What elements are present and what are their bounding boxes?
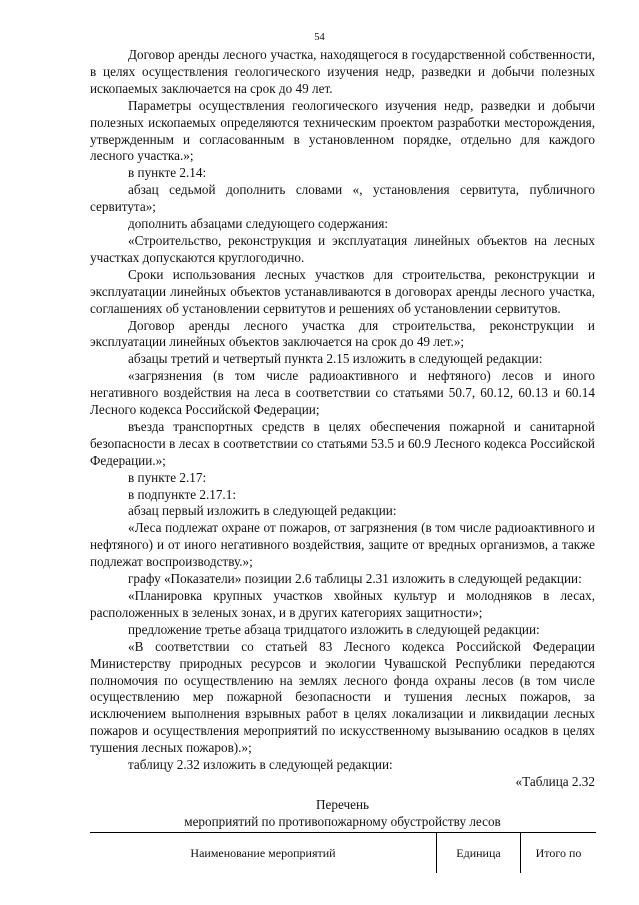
paragraph: «В соответствии со статьей 83 Лесного кодекса Российской Федерации Министерству природных ресурсов и экологии Чувашской Республики передаются полномочия по осуществлению на землях лесного фонда охраны лесов (в том числе осуществлению мер пожарной безопасности и тушения лесных пожаров, за исключением выполнения взрывных работ в целях локализации и ликвидации лесных пожаров и осуществления мероприятий по искусственному вызыванию осадков в целях тушения лесных пожаров).»;: [90, 638, 595, 756]
paragraph: Договор аренды лесного участка для строительства, реконструкции и эксплуатации линейных объектов заключается на срок до 49 лет.»;: [90, 317, 595, 350]
document-body: [90, 47, 595, 831]
header-measure-name: Наименование мероприятий: [190, 845, 336, 860]
paragraph: в пункте 2.14:: [128, 165, 207, 181]
header-total: Итого по: [520, 833, 596, 873]
paragraph: Договор аренды лесного участка, находящегося в государственной собственности, в целях осуществления геологического изучения недр, разведки и добычи полезных ископаемых заключается на срок до 49 лет.: [90, 47, 595, 96]
table-subtitle: мероприятий по противопожарному обустройству лесов: [184, 813, 501, 829]
page-number: 54: [314, 32, 325, 43]
paragraph: предложение третье абзаца тридцатого изложить в следующей редакции:: [128, 621, 540, 637]
table-title: Перечень: [315, 796, 370, 812]
paragraph: дополнить абзацами следующего содержания:: [128, 216, 389, 232]
paragraph: абзац первый изложить в следующей редакции:: [128, 503, 397, 519]
paragraph: в пункте 2.17:: [128, 469, 207, 485]
paragraph: Сроки использования лесных участков для строительства, реконструкции и эксплуатации линейных объектов устанавливаются в договорах аренды лесного участка, соглашениях об установлении сервитутов и решениях об установлении сервитутов.: [90, 266, 595, 316]
paragraph: в подпункте 2.17.1:: [128, 486, 236, 502]
paragraph: «Леса подлежат охране от пожаров, от загрязнения (в том числе радиоактивного и нефтяного) и от иного негативного воздействия, защите от вредных организмов, а также подлежат воспроизводству.»;: [90, 520, 595, 570]
paragraph: графу «Показатели» позиции 2.6 таблицы 2.31 изложить в следующей редакции:: [128, 571, 582, 587]
header-unit: Единица: [436, 833, 520, 873]
table-header-row: [90, 833, 596, 873]
paragraph: абзац седьмой дополнить словами «, установления сервитута, публичного сервитута»;: [90, 182, 595, 215]
paragraph: въезда транспортных средств в целях обеспечения пожарной и санитарной безопасности в лесах в соответствии со статьями 53.5 и 60.9 Лесного кодекса Российской Федерации.»;: [90, 418, 595, 468]
paragraph: «Планировка крупных участков хвойных культур и молодняков в лесах, расположенных в зеленых зонах, и в других категориях защитности»;: [90, 588, 595, 620]
table-label: «Таблица 2.32: [515, 773, 595, 789]
paragraph: «загрязнения (в том числе радиоактивного и нефтяного) лесов и иного негативного воздействия на леса в соответствии со статьями 50.7, 60.12, 60.13 и 60.14 Лесного кодекса Российской Федерации;: [90, 368, 595, 418]
paragraph: абзацы третий и четвертый пункта 2.15 изложить в следующей редакции:: [128, 351, 543, 367]
paragraph: Параметры осуществления геологического изучения недр, разведки и добычи полезных ископаемых определяются техническим проектом разработки месторождения, утвержденным и согласованным в установленном порядке, отдельно для каждого лесного участка.»;: [90, 97, 595, 164]
paragraph: таблицу 2.32 изложить в следующей редакции:: [128, 757, 393, 773]
measures-table: [90, 832, 596, 873]
paragraph: «Строительство, реконструкция и эксплуатация линейных объектов на лесных участках допускаются круглогодично.: [90, 232, 595, 265]
